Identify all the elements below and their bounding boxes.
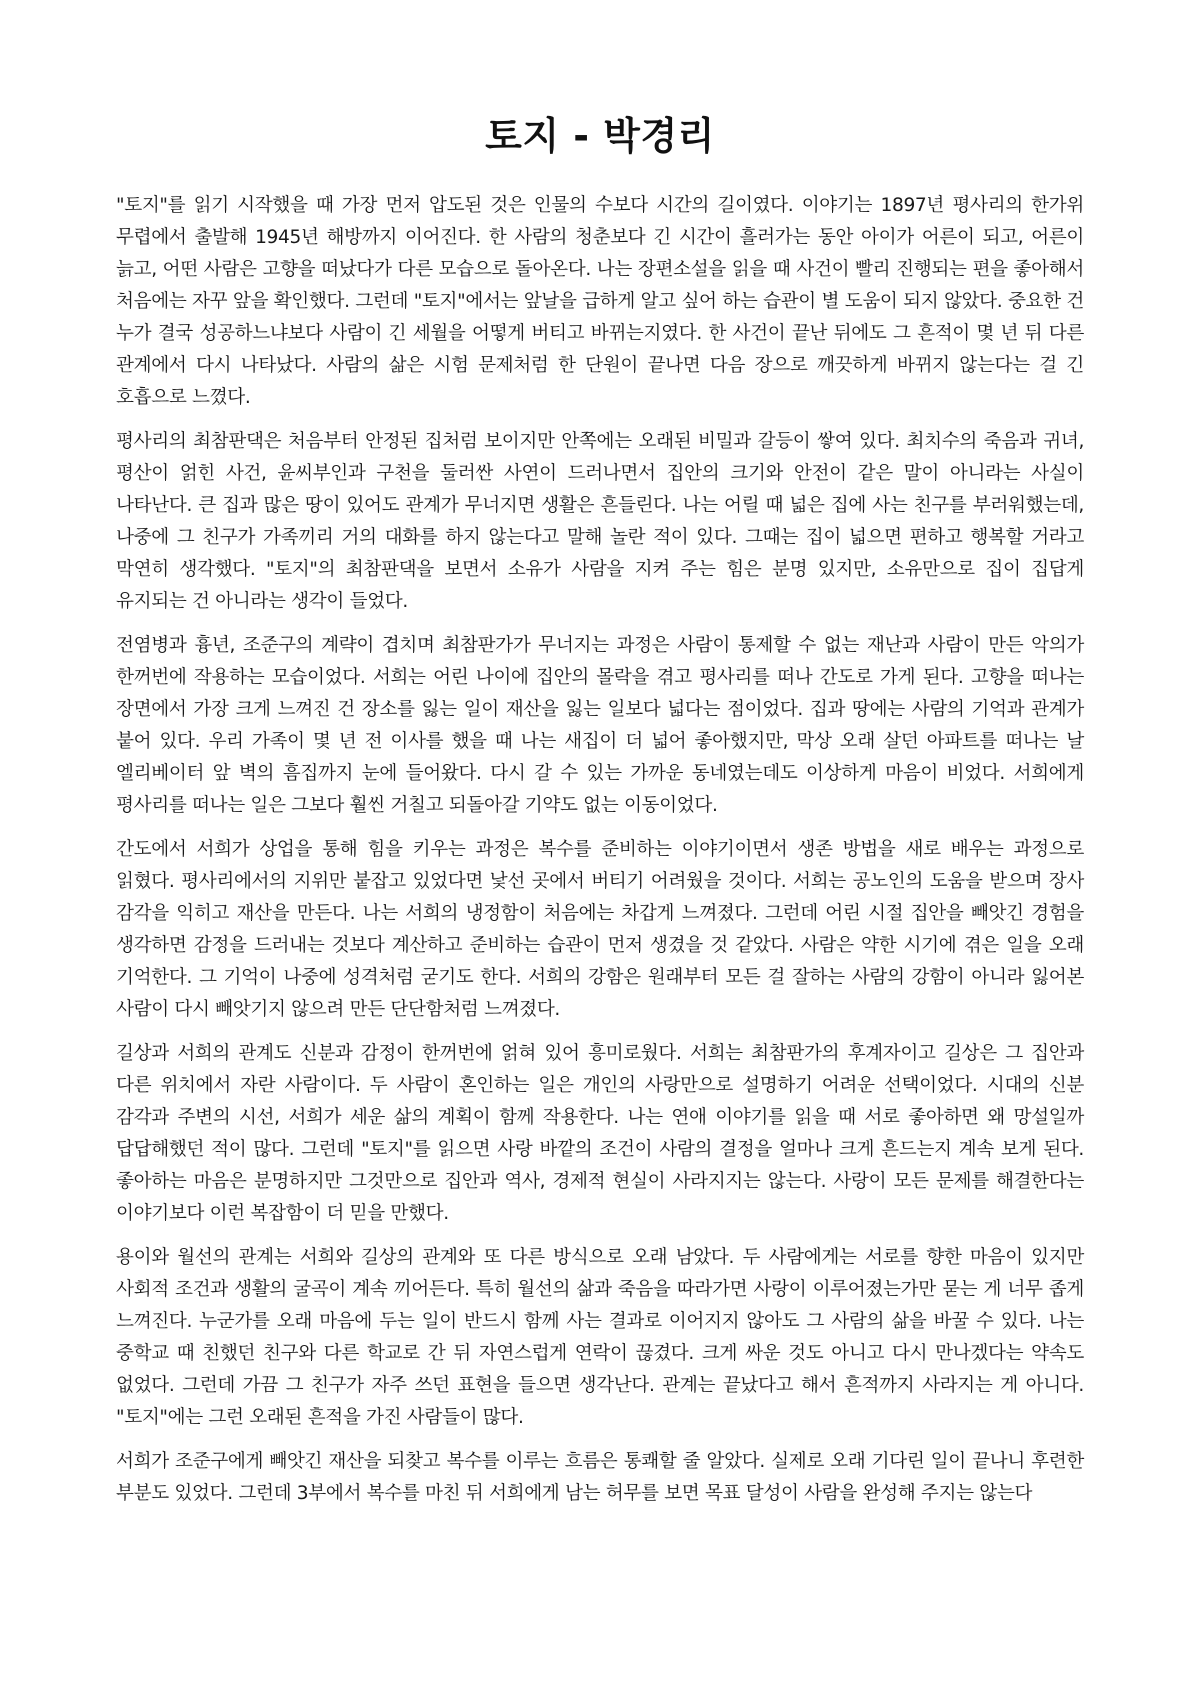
paragraph-7: 서희가 조준구에게 빼앗긴 재산을 되찾고 복수를 이루는 흐름은 통쾌할 줄 알았다. 실제로 오래 기다린 일이 끝나니 후련한 부분도 있었다. 그런데 3부에서 복수를 마친 뒤 서희에게 남는 허무를 보면 목표 달성이 사람을 완성해 주지는 않는다 — [116, 1451, 1084, 1504]
paragraph-6: 용이와 월선의 관계는 서희와 길상의 관계와 또 다른 방식으로 오래 남았다. 두 사람에게는 서로를 향한 마음이 있지만 사회적 조건과 생활의 굴곡이 계속 끼어든다. 특히 월선의 삶과 죽음을 따라가면 사랑이 이루어졌는가만 묻는 게 너무 좁게 느껴진다. 누군가를 오래 마음에 두는 일이 반드시 함께 사는 결과로 이어지지 않아도 그 사람의 삶을 바꿀 수 있다. 나는 중학교 때 친했던 친구와 다른 학교로 간 뒤 자연스럽게 연락이 끊겼다. 크게 싸운 것도 아니고 다시 만나겠다는 약속도 없었다. 그런데 가끔 그 친구가 자주 쓰던 표현을 들으면 생각난다. 관계는 끝났다고 해서 흔적까지 사라지는 게 아니다. "토지"에는 그런 오래된 흔적을 가진 사람들이 많다. — [116, 1247, 1084, 1428]
paragraph-5: 길상과 서희의 관계도 신분과 감정이 한꺼번에 얽혀 있어 흥미로웠다. 서희는 최참판가의 후계자이고 길상은 그 집안과 다른 위치에서 자란 사람이다. 두 사람이 혼인하는 일은 개인의 사랑만으로 설명하기 어려운 선택이었다. 시대의 신분 감각과 주변의 시선, 서희가 세운 삶의 계획이 함께 작용한다. 나는 연애 이야기를 읽을 때 서로 좋아하면 왜 망설일까 답답해했던 적이 많다. 그런데 "토지"를 읽으면 사랑 바깥의 조건이 사람의 결정을 얼마나 크게 흔드는지 계속 보게 된다. 좋아하는 마음은 분명하지만 그것만으로 집안과 역사, 경제적 현실이 사라지지는 않는다. 사랑이 모든 문제를 해결한다는 이야기보다 이런 복잡함이 더 믿을 만했다. — [116, 1043, 1084, 1224]
document-page — [116, 108, 1084, 1522]
paragraph-4: 간도에서 서희가 상업을 통해 힘을 키우는 과정은 복수를 준비하는 이야기이면서 생존 방법을 새로 배우는 과정으로 읽혔다. 평사리에서의 지위만 붙잡고 있었다면 낯선 곳에서 버티기 어려웠을 것이다. 서희는 공노인의 도움을 받으며 장사 감각을 익히고 재산을 만든다. 나는 서희의 냉정함이 처음에는 차갑게 느껴졌다. 그런데 어린 시절 집안을 빼앗긴 경험을 생각하면 감정을 드러내는 것보다 계산하고 준비하는 습관이 먼저 생겼을 것 같았다. 사람은 약한 시기에 겪은 일을 오래 기억한다. 그 기억이 나중에 성격처럼 굳기도 한다. 서희의 강함은 원래부터 모든 걸 잘하는 사람의 강함이 아니라 잃어본 사람이 다시 빼앗기지 않으려 만든 단단함처럼 느껴졌다. — [116, 839, 1084, 1020]
paragraph-3: 전염병과 흉년, 조준구의 계략이 겹치며 최참판가가 무너지는 과정은 사람이 통제할 수 없는 재난과 사람이 만든 악의가 한꺼번에 작용하는 모습이었다. 서희는 어린 나이에 집안의 몰락을 겪고 평사리를 떠나 간도로 가게 된다. 고향을 떠나는 장면에서 가장 크게 느껴진 건 장소를 잃는 일이 재산을 잃는 일보다 넓다는 점이었다. 집과 땅에는 사람의 기억과 관계가 붙어 있다. 우리 가족이 몇 년 전 이사를 했을 때 나는 새집이 더 넓어 좋아했지만, 막상 오래 살던 아파트를 떠나는 날 엘리베이터 앞 벽의 흠집까지 눈에 들어왔다. 다시 갈 수 있는 가까운 동네였는데도 이상하게 마음이 비었다. 서희에게 평사리를 떠나는 일은 그보다 훨씬 거칠고 되돌아갈 기약도 없는 이동이었다. — [116, 635, 1084, 816]
document-title: 토지 - 박경리 — [485, 114, 715, 158]
paragraph-2: 평사리의 최참판댁은 처음부터 안정된 집처럼 보이지만 안쪽에는 오래된 비밀과 갈등이 쌓여 있다. 최치수의 죽음과 귀녀, 평산이 얽힌 사건, 윤씨부인과 구천을 둘러싼 사연이 드러나면서 집안의 크기와 안전이 같은 말이 아니라는 사실이 나타난다. 큰 집과 많은 땅이 있어도 관계가 무너지면 생활은 흔들린다. 나는 어릴 때 넓은 집에 사는 친구를 부러워했는데, 나중에 그 친구가 가족끼리 거의 대화를 하지 않는다고 말해 놀란 적이 있다. 그때는 집이 넓으면 편하고 행복할 거라고 막연히 생각했다. "토지"의 최참판댁을 보면서 소유가 사람을 지켜 주는 힘은 분명 있지만, 소유만으로 집이 집답게 유지되는 건 아니라는 생각이 들었다. — [116, 431, 1084, 612]
paragraph-1: "토지"를 읽기 시작했을 때 가장 먼저 압도된 것은 인물의 수보다 시간의 길이였다. 이야기는 1897년 평사리의 한가위 무렵에서 출발해 1945년 해방까지 이어진다. 한 사람의 청춘보다 긴 시간이 흘러가는 동안 아이가 어른이 되고, 어른이 늙고, 어떤 사람은 고향을 떠났다가 다른 모습으로 돌아온다. 나는 장편소설을 읽을 때 사건이 빨리 진행되는 편을 좋아해서 처음에는 자꾸 앞을 확인했다. 그런데 "토지"에서는 앞날을 급하게 알고 싶어 하는 습관이 별 도움이 되지 않았다. 중요한 건 누가 결국 성공하느냐보다 사람이 긴 세월을 어떻게 버티고 바뀌는지였다. 한 사건이 끝난 뒤에도 그 흔적이 몇 년 뒤 다른 관계에서 다시 나타났다. 사람의 삶은 시험 문제처럼 한 단원이 끝나면 다음 장으로 깨끗하게 바뀌지 않는다는 걸 긴 호흡으로 느꼈다. — [116, 195, 1084, 408]
